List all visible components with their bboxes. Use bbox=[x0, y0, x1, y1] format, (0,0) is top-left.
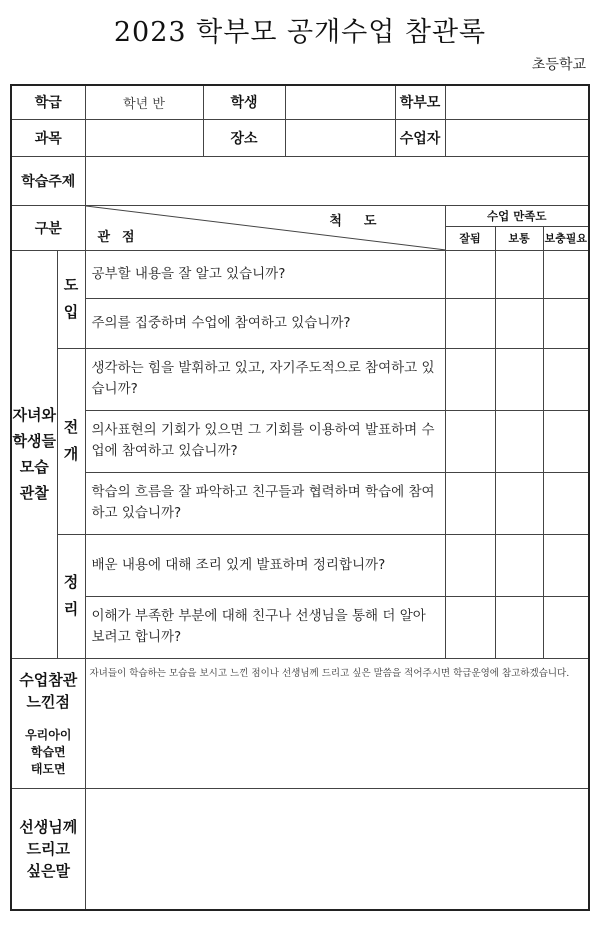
question-5: 학습의 흐름을 잘 파악하고 친구들과 협력하며 학습에 참여하고 있습니까? bbox=[85, 472, 445, 534]
impressions-note: 자녀들이 학습하는 모습을 보시고 느낀 점이나 선생님께 드리고 싶은 말씀을 적어주시면 학급운영에 참고하겠습니다. bbox=[89, 667, 570, 679]
phase-wrapup: 정 리 bbox=[57, 534, 85, 658]
viewpoint-label: 관점 bbox=[97, 229, 147, 245]
question-4: 의사표현의 기회가 있으면 그 기회를 이용하여 발표하며 수업에 참여하고 있습니까? bbox=[85, 410, 445, 472]
message-label: 선생님께 드리고 싶은말 bbox=[11, 788, 85, 910]
topic-label: 학습주제 bbox=[11, 156, 85, 205]
phase-intro: 도 입 bbox=[57, 250, 85, 348]
question-7: 이해가 부족한 부분에 대해 친구나 선생님을 통해 더 알아보려고 합니까? bbox=[85, 596, 445, 658]
question-3: 생각하는 힘을 발휘하고 있고, 자기주도적으로 참여하고 있습니까? bbox=[85, 348, 445, 410]
page-title: 2023 학부모 공개수업 참관록 bbox=[113, 17, 487, 48]
teacher-label: 수업자 bbox=[395, 119, 445, 156]
rating-cell[interactable] bbox=[495, 250, 543, 298]
rating-cell[interactable] bbox=[495, 298, 543, 348]
message-field[interactable] bbox=[85, 788, 589, 910]
rating-cell[interactable] bbox=[495, 472, 543, 534]
rating-cell[interactable] bbox=[445, 410, 495, 472]
rating-cell[interactable] bbox=[543, 534, 589, 596]
subject-label: 과목 bbox=[11, 119, 85, 156]
teacher-field[interactable] bbox=[445, 119, 589, 156]
rating-cell[interactable] bbox=[543, 596, 589, 658]
grade-label: 학급 bbox=[11, 85, 85, 119]
rating-cell[interactable] bbox=[445, 534, 495, 596]
observation-form bbox=[10, 84, 590, 911]
rating-cell[interactable] bbox=[495, 534, 543, 596]
scale-header bbox=[85, 205, 445, 250]
impressions-sublabel: 우리아이 학습면 태도면 bbox=[25, 727, 72, 776]
place-label: 장소 bbox=[203, 119, 285, 156]
rating-cell[interactable] bbox=[495, 410, 543, 472]
topic-field[interactable] bbox=[85, 156, 589, 205]
question-2: 주의를 집중하며 수업에 참여하고 있습니까? bbox=[85, 298, 445, 348]
impressions-field[interactable] bbox=[85, 658, 589, 788]
category-label: 구분 bbox=[11, 205, 85, 250]
rating-cell[interactable] bbox=[543, 472, 589, 534]
rating-cell[interactable] bbox=[445, 298, 495, 348]
grade-field[interactable]: 학년 반 bbox=[85, 85, 203, 119]
impressions-label: 수업참관 느낀점 우리아이 학습면 태도면 bbox=[11, 658, 85, 788]
satisfaction-label: 수업 만족도 bbox=[445, 205, 589, 226]
rating-cell[interactable] bbox=[543, 298, 589, 348]
rating-cell[interactable] bbox=[445, 596, 495, 658]
question-6: 배운 내용에 대해 조리 있게 발표하며 정리합니까? bbox=[85, 534, 445, 596]
rating-cell[interactable] bbox=[543, 410, 589, 472]
parent-field[interactable] bbox=[445, 85, 589, 119]
rating-cell[interactable] bbox=[445, 348, 495, 410]
rating-cell[interactable] bbox=[495, 596, 543, 658]
student-label: 학생 bbox=[203, 85, 285, 119]
phase-development: 전 개 bbox=[57, 348, 85, 534]
observation-group-label: 자녀와 학생들 모습 관찰 bbox=[11, 250, 57, 658]
option-good: 잘됨 bbox=[445, 226, 495, 250]
rating-cell[interactable] bbox=[445, 250, 495, 298]
scale-label: 척도 bbox=[329, 213, 399, 229]
question-1: 공부할 내용을 잘 알고 있습니까? bbox=[85, 250, 445, 298]
rating-cell[interactable] bbox=[445, 472, 495, 534]
place-field[interactable] bbox=[285, 119, 395, 156]
school-name: 초등학교 bbox=[531, 57, 586, 73]
subject-field[interactable] bbox=[85, 119, 203, 156]
student-field[interactable] bbox=[285, 85, 395, 119]
option-normal: 보통 bbox=[495, 226, 543, 250]
parent-label: 학부모 bbox=[395, 85, 445, 119]
rating-cell[interactable] bbox=[543, 348, 589, 410]
option-needs-support: 보충필요 bbox=[543, 226, 589, 250]
rating-cell[interactable] bbox=[543, 250, 589, 298]
rating-cell[interactable] bbox=[495, 348, 543, 410]
